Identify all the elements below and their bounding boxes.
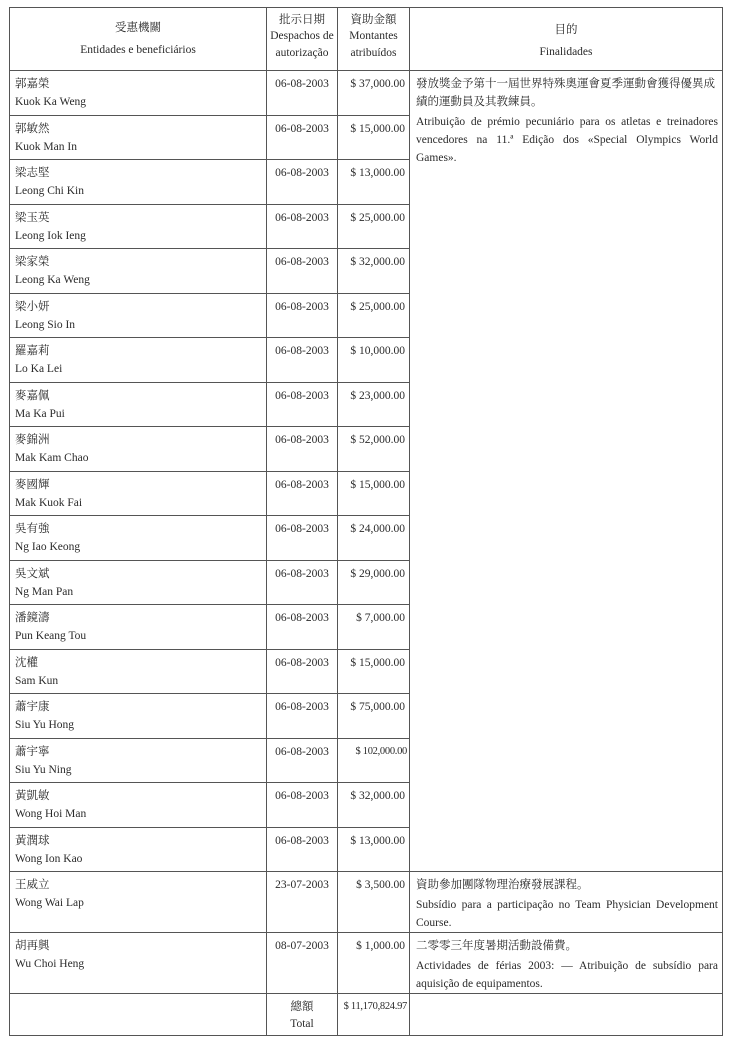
header-beneficiaries-zh: 受惠機關: [115, 22, 161, 34]
purpose-holiday-pt: Actividades de férias 2003: — Atribuição de subsídio para aquisição de equipamentos.: [416, 960, 718, 990]
purpose-olympics: [410, 71, 723, 872]
beneficiary-name-zh: 王威立: [15, 879, 50, 891]
beneficiary-name-pt: Leong Chi Kin: [15, 185, 84, 197]
beneficiary-cell: [10, 204, 267, 249]
authorization-date: 06-08-2003: [267, 694, 338, 739]
beneficiary-name-zh: 麥國輝: [15, 478, 50, 491]
grant-amount: $ 1,000.00: [338, 933, 410, 994]
grant-amount: $ 7,000.00: [338, 605, 410, 650]
header-amount-zh: 資助金額: [350, 14, 397, 26]
header-purpose-zh: 目的: [554, 24, 578, 36]
authorization-date: 06-08-2003: [267, 827, 338, 872]
purpose-holiday-zh: 二零零三年度暑期活動設備費。: [416, 940, 577, 952]
beneficiary-name-pt: Sam Kun: [15, 674, 59, 687]
grant-amount: $ 25,000.00: [338, 204, 410, 249]
beneficiary-cell: [10, 694, 267, 739]
table-row: [10, 933, 723, 994]
beneficiary-name-zh: 吳有強: [15, 523, 50, 535]
beneficiary-name-zh: 吳文斌: [15, 567, 50, 580]
beneficiary-name-pt: Leong Ka Weng: [15, 274, 90, 286]
beneficiary-cell: [10, 427, 267, 472]
total-amount: $ 11,170,824.97: [338, 994, 410, 1036]
grant-amount: $ 15,000.00: [338, 471, 410, 516]
beneficiary-name-pt: Leong Sio In: [15, 318, 76, 331]
beneficiary-cell: [10, 605, 267, 650]
authorization-date: 06-08-2003: [267, 249, 338, 294]
beneficiary-name-zh: 梁志堅: [15, 167, 50, 179]
header-purpose-pt: Finalidades: [539, 46, 593, 58]
authorization-date: 06-08-2003: [267, 293, 338, 338]
authorization-date: 06-08-2003: [267, 471, 338, 516]
authorization-date: 23-07-2003: [267, 872, 338, 933]
beneficiary-cell: [10, 249, 267, 294]
header-date: [267, 8, 338, 71]
beneficiary-cell: [10, 872, 267, 933]
authorization-date: 06-08-2003: [267, 204, 338, 249]
authorization-date: 06-08-2003: [267, 516, 338, 561]
total-label: [267, 994, 338, 1036]
beneficiary-cell: [10, 293, 267, 338]
beneficiary-name-zh: 胡再興: [15, 940, 50, 952]
grant-amount: $ 32,000.00: [338, 783, 410, 828]
grant-amount: $ 3,500.00: [338, 872, 410, 933]
beneficiary-name-zh: 蕭宇寧: [15, 745, 50, 758]
header-amount: [338, 8, 410, 71]
table-body: [10, 71, 723, 1036]
beneficiary-name-pt: Mak Kam Chao: [15, 452, 89, 464]
authorization-date: 08-07-2003: [267, 933, 338, 994]
grant-amount: $ 15,000.00: [338, 649, 410, 694]
beneficiary-name-pt: Ma Ka Pui: [15, 407, 65, 420]
purpose-physician: [410, 872, 723, 933]
beneficiary-cell: [10, 516, 267, 561]
beneficiary-cell: [10, 471, 267, 516]
grant-amount: $ 75,000.00: [338, 694, 410, 739]
authorization-date: 06-08-2003: [267, 605, 338, 650]
header-date-pt2: autorização: [275, 47, 329, 59]
beneficiary-cell: [10, 160, 267, 205]
authorization-date: 06-08-2003: [267, 160, 338, 205]
header-date-zh: 批示日期: [279, 14, 325, 26]
purpose-physician-pt: Subsídio para a participação no Team Physician Development Course.: [416, 899, 718, 929]
header-amount-pt1: Montantes: [349, 30, 398, 42]
table-row: [10, 872, 723, 933]
grant-amount: $ 37,000.00: [338, 71, 410, 116]
grants-table: [9, 7, 723, 1036]
authorization-date: 06-08-2003: [267, 382, 338, 427]
beneficiary-cell: [10, 115, 267, 160]
total-label-pt: Total: [290, 1018, 314, 1030]
beneficiary-cell: [10, 738, 267, 783]
beneficiary-name-pt: Ng Man Pan: [15, 585, 74, 598]
beneficiary-cell: [10, 338, 267, 383]
beneficiary-name-pt: Mak Kuok Fai: [15, 496, 83, 509]
beneficiary-name-pt: Wong Hoi Man: [15, 808, 87, 820]
beneficiary-name-zh: 潘鏡濤: [15, 612, 50, 624]
beneficiary-cell: [10, 71, 267, 116]
beneficiary-name-zh: 黃凱敏: [15, 790, 50, 802]
beneficiary-name-pt: Wong Ion Kao: [15, 852, 83, 865]
beneficiary-name-pt: Wu Choi Heng: [15, 958, 85, 970]
header-beneficiaries: [10, 8, 267, 71]
beneficiary-name-zh: 麥嘉佩: [15, 389, 50, 402]
beneficiary-name-zh: 黃潤球: [15, 834, 50, 847]
beneficiary-name-zh: 沈權: [15, 656, 38, 669]
beneficiary-name-pt: Siu Yu Ning: [15, 763, 72, 776]
authorization-date: 06-08-2003: [267, 738, 338, 783]
beneficiary-name-pt: Wong Wai Lap: [15, 897, 84, 909]
beneficiary-name-pt: Ng Iao Keong: [15, 541, 81, 553]
table-row: [10, 71, 723, 116]
beneficiary-cell: [10, 382, 267, 427]
grant-amount: $ 25,000.00: [338, 293, 410, 338]
beneficiary-cell: [10, 933, 267, 994]
beneficiary-cell: [10, 560, 267, 605]
header-purpose: [410, 8, 723, 71]
grant-amount: $ 13,000.00: [338, 827, 410, 872]
grant-amount: $ 13,000.00: [338, 160, 410, 205]
beneficiary-name-pt: Lo Ka Lei: [15, 363, 63, 375]
beneficiary-name-zh: 梁小妍: [15, 300, 50, 313]
beneficiary-name-zh: 羅嘉莉: [15, 345, 50, 357]
authorization-date: 06-08-2003: [267, 71, 338, 116]
beneficiary-cell: [10, 783, 267, 828]
authorization-date: 06-08-2003: [267, 338, 338, 383]
purpose-olympics-pt: Atribuição de prémio pecuniário para os atletas e treinadores vencedores na 11.ª Edição dos «Special Olympics World Games».: [416, 116, 718, 164]
total-label-zh: 總額: [290, 1001, 314, 1013]
beneficiary-name-zh: 梁玉英: [15, 211, 50, 224]
beneficiary-name-zh: 郭敏然: [15, 122, 50, 135]
grant-amount: $ 10,000.00: [338, 338, 410, 383]
total-empty-cell: [10, 994, 267, 1036]
header-amount-pt2: atribuídos: [350, 47, 397, 59]
authorization-date: 06-08-2003: [267, 427, 338, 472]
grant-amount: $ 23,000.00: [338, 382, 410, 427]
beneficiary-cell: [10, 827, 267, 872]
beneficiary-name-pt: Siu Yu Hong: [15, 719, 74, 731]
beneficiary-name-zh: 麥錦洲: [15, 434, 50, 446]
total-purpose-empty: [410, 994, 723, 1036]
purpose-olympics-zh: 發放獎金予第十一屆世界特殊奧運會夏季運動會獲得優異成績的運動員及其教練員。: [416, 78, 715, 108]
header-row: [10, 8, 723, 71]
total-row: [10, 994, 723, 1036]
grant-amount: $ 29,000.00: [338, 560, 410, 605]
beneficiary-name-pt: Kuok Ka Weng: [15, 96, 87, 108]
beneficiary-cell: [10, 649, 267, 694]
beneficiary-name-zh: 梁家榮: [15, 256, 50, 268]
grant-amount: $ 24,000.00: [338, 516, 410, 561]
beneficiary-name-pt: Leong Iok Ieng: [15, 229, 86, 242]
header-beneficiaries-pt: Entidades e beneficiários: [80, 44, 196, 56]
authorization-date: 06-08-2003: [267, 649, 338, 694]
authorization-date: 06-08-2003: [267, 560, 338, 605]
authorization-date: 06-08-2003: [267, 115, 338, 160]
grant-amount: $ 15,000.00: [338, 115, 410, 160]
authorization-date: 06-08-2003: [267, 783, 338, 828]
grant-amount: $ 102,000.00: [338, 738, 410, 783]
beneficiary-name-pt: Pun Keang Tou: [15, 630, 87, 642]
purpose-physician-zh: 資助參加團隊物理治療發展課程。: [416, 879, 589, 891]
header-date-pt1: Despachos de: [270, 30, 334, 42]
grant-amount: $ 52,000.00: [338, 427, 410, 472]
beneficiary-name-pt: Kuok Man In: [15, 140, 77, 153]
beneficiary-name-zh: 郭嘉榮: [15, 78, 50, 90]
beneficiary-name-zh: 蕭宇康: [15, 701, 50, 713]
grant-amount: $ 32,000.00: [338, 249, 410, 294]
purpose-holiday: [410, 933, 723, 994]
